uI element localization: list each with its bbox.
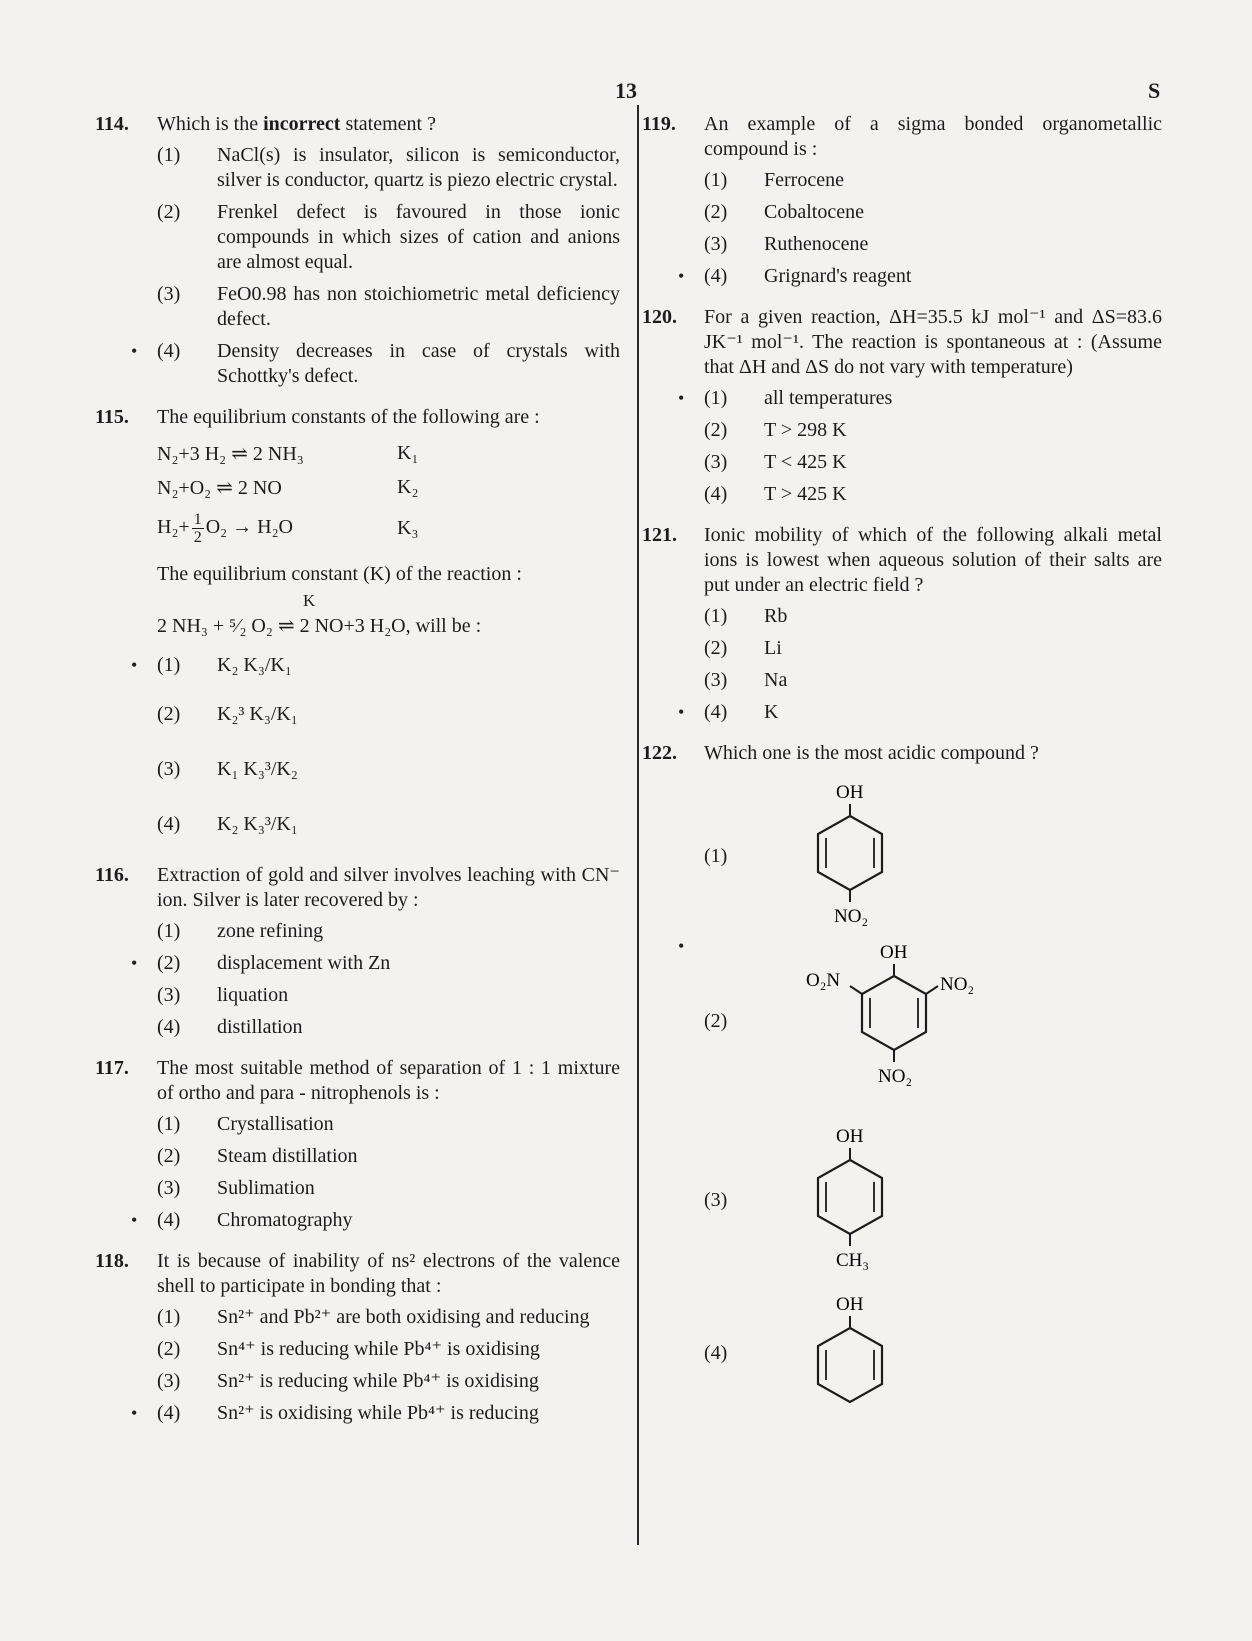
question-119 (642, 112, 1162, 289)
option-4: • (4) Chromatography (131, 1209, 353, 1231)
page-number: 13 (615, 78, 637, 103)
equilibria-list (157, 436, 620, 552)
question-117 (95, 1056, 620, 1233)
substituent-o2n: O₂N (806, 970, 841, 991)
question-number: 119. (642, 113, 676, 135)
answer-mark: • (131, 655, 138, 675)
left-column (95, 112, 620, 1442)
option-2: (2) T > 298 K (704, 419, 847, 441)
option-2: • (2) displacement with Zn (131, 952, 391, 974)
option-2: (2) Cobaltocene (704, 201, 864, 223)
option-2: (2) Sn⁴⁺ is reducing while Pb⁴⁺ is oxidising (157, 1338, 540, 1360)
substituent-oh: OH (836, 1294, 864, 1315)
question-120 (642, 305, 1162, 507)
option-4: • (4) K (678, 701, 779, 723)
option-1: (1) Ferrocene (704, 169, 844, 191)
question-number: 117. (95, 1057, 129, 1079)
option-2: • (2) OH O₂N NO₂ NO₂ (704, 936, 1162, 1106)
substituent-no2-bottom: NO₂ (878, 1066, 913, 1087)
option-3: (3) Sn²⁺ is reducing while Pb⁴⁺ is oxidising (157, 1370, 539, 1392)
option-3: (3) Na (704, 669, 788, 691)
series-code: S (1148, 78, 1161, 103)
question-subtext: The equilibrium constant (K) of the reaction : (157, 563, 522, 585)
target-reaction: K 2 NH₃ + ⁵⁄₂ O₂ ⇌ 2 NO+3 H₂O, will be : (157, 591, 482, 637)
page-header (0, 78, 1252, 108)
option-3: (3) Sublimation (157, 1177, 315, 1199)
option-4: • (4) Density decreases in case of crystals with Schottky's defect. (131, 340, 620, 387)
option-3: (3) liquation (157, 984, 289, 1006)
option-1: • (1) all temperatures (678, 387, 893, 409)
substituent-oh: OH (880, 942, 908, 963)
question-121 (642, 523, 1162, 725)
answer-mark: • (678, 936, 685, 956)
substituent-no2-right: NO₂ (940, 974, 975, 995)
structure-picric-acid (764, 936, 1024, 1106)
equation-2: N₂+O₂ ⇌ 2 NO (157, 476, 282, 499)
right-column (642, 112, 1162, 1434)
answer-mark: • (131, 953, 138, 973)
option-1: (1) Rb (704, 605, 788, 627)
substituent-oh: OH (836, 1126, 864, 1147)
option-2: (2) K₂³ K₃/K₁ (157, 703, 298, 725)
question-text: The equilibrium constants of the following are : (157, 406, 540, 428)
question-text: Which is the incorrect statement ? (157, 113, 436, 135)
option-4: (4) K₂ K₃³/K₁ (157, 813, 298, 835)
benzene-ring (862, 976, 926, 1050)
benzene-ring (818, 816, 882, 890)
question-number: 115. (95, 406, 129, 428)
constant-k3: K₃ (397, 516, 419, 539)
structure-p-cresol (764, 1120, 964, 1280)
question-number: 120. (642, 306, 677, 328)
substituent-oh: OH (836, 782, 864, 803)
equation-1: N₂+3 H₂ ⇌ 2 NH₃ (157, 442, 304, 465)
option-3: (3) FeO0.98 has non stoichiometric metal deficiency defect. (157, 283, 620, 330)
constant-k1: K₁ (397, 441, 419, 464)
substituent-ch3: CH₃ (836, 1250, 870, 1271)
question-text: It is because of inability of ns² electrons of the valence shell to participate in bonding that : (157, 1250, 620, 1297)
question-114 (95, 112, 620, 389)
option-4: (4) distillation (157, 1016, 303, 1038)
option-4: (4) T > 425 K (704, 483, 847, 505)
option-4: (4) OH (704, 1288, 1162, 1418)
question-number: 114. (95, 113, 129, 135)
reaction-k-label: K (303, 591, 316, 610)
answer-mark: • (678, 388, 685, 408)
option-3: (3) Ruthenocene (704, 233, 869, 255)
option-4: • (4) Sn²⁺ is oxidising while Pb⁴⁺ is reducing (131, 1402, 539, 1424)
option-1: (1) NaCl(s) is insulator, silicon is semiconductor, silver is conductor, quartz is piezo electric crystal. (157, 144, 620, 191)
answer-mark: • (678, 266, 685, 286)
structure-phenol (764, 1288, 964, 1418)
question-text: For a given reaction, ΔH=35.5 kJ mol⁻¹ and ΔS=83.6 JK⁻¹ mol⁻¹. The reaction is spontaneous at : (Assume that ΔH and ΔS do not vary with temperature) (704, 306, 1162, 378)
answer-mark: • (131, 1403, 138, 1423)
question-122 (642, 741, 1162, 1418)
question-number: 121. (642, 524, 677, 546)
option-2: (2) Li (704, 637, 782, 659)
question-text: Extraction of gold and silver involves leaching with CN⁻ ion. Silver is later recovered by : (157, 864, 620, 911)
option-2: (2) Steam distillation (157, 1145, 358, 1167)
option-3: (3) OH CH₃ (704, 1120, 1162, 1280)
question-116 (95, 863, 620, 1040)
option-1: (1) Sn²⁺ and Pb²⁺ are both oxidising and reducing (157, 1306, 590, 1328)
option-1: • (1) K₂ K₃/K₁ (131, 654, 292, 676)
benzene-ring (818, 1160, 882, 1234)
question-text: Ionic mobility of which of the following alkali metal ions is lowest when aqueous solution of their salts are put under an electric field ? (704, 524, 1162, 596)
question-118 (95, 1249, 620, 1426)
question-number: 118. (95, 1250, 129, 1272)
answer-mark: • (131, 341, 138, 361)
equation-3: H₂+ $\frac{1}{2}$ O₂ → H₂O (157, 510, 293, 546)
question-text: An example of a sigma bonded organometallic compound is : (704, 113, 1162, 160)
question-number: 116. (95, 864, 129, 886)
fraction-half: $\frac{1}{2}$ (193, 510, 202, 546)
question-text: The most suitable method of separation of 1 : 1 mixture of ortho and para - nitrophenols is : (157, 1057, 620, 1104)
question-115 (95, 405, 620, 837)
structure-p-nitrophenol (764, 776, 964, 936)
question-number: 122. (642, 742, 677, 764)
question-text: Which one is the most acidic compound ? (704, 742, 1039, 764)
option-3: (3) T < 425 K (704, 451, 847, 473)
option-1: (1) OH NO₂ (704, 776, 1162, 936)
option-1: (1) zone refining (157, 920, 324, 942)
option-3: (3) K₁ K₃³/K₂ (157, 758, 298, 780)
substituent-no2: NO₂ (834, 906, 869, 927)
answer-mark: • (678, 702, 685, 722)
option-4: • (4) Grignard's reagent (678, 265, 912, 287)
column-divider (637, 105, 639, 1545)
benzene-ring (818, 1328, 882, 1402)
option-2: (2) Frenkel defect is favoured in those ionic compounds in which sizes of cation and anions are almost equal. (157, 201, 620, 273)
answer-mark: • (131, 1210, 138, 1230)
option-1: (1) Crystallisation (157, 1113, 334, 1135)
constant-k2: K₂ (397, 475, 419, 498)
